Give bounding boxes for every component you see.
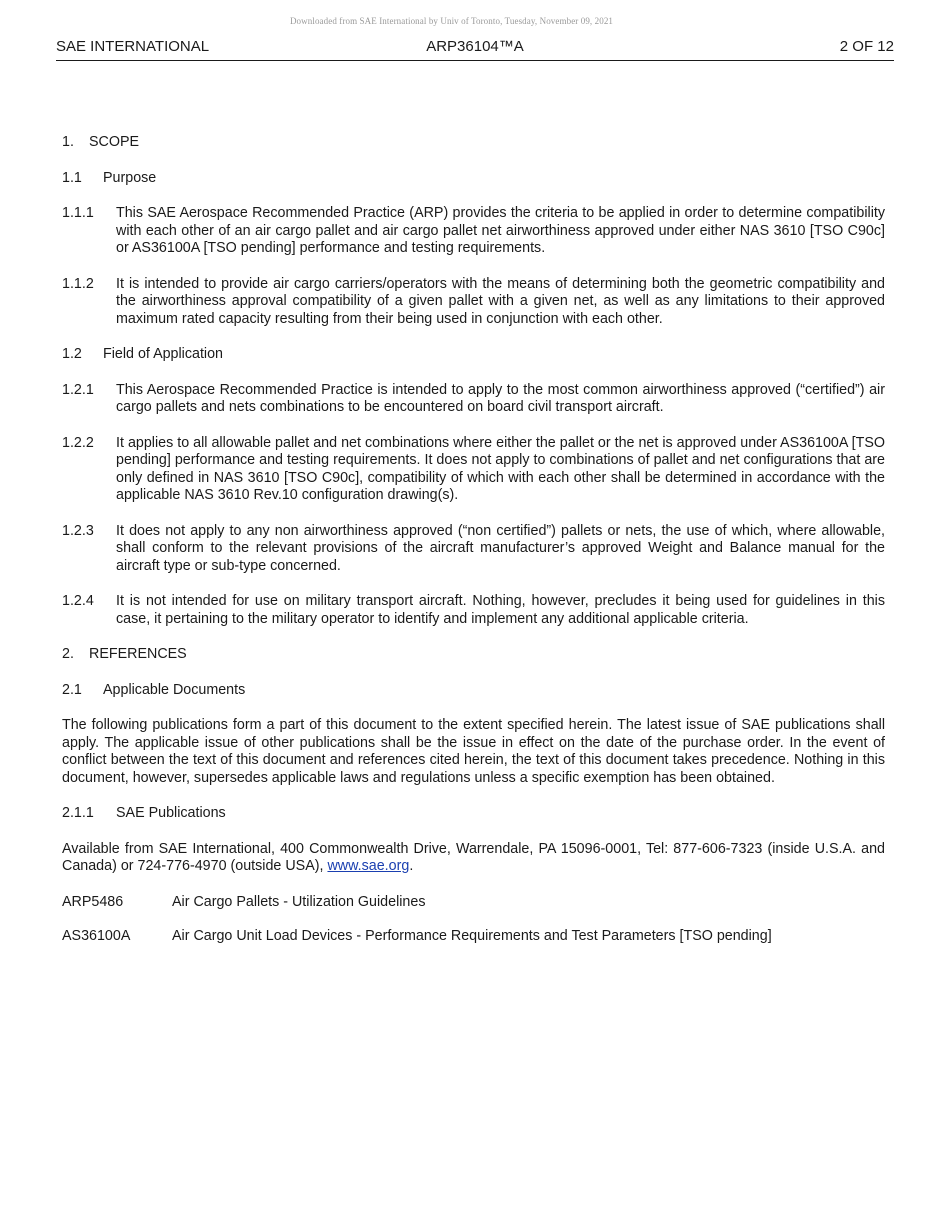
subsection-heading-purpose — [62, 170, 885, 188]
paragraph-1-2-4 — [62, 593, 885, 628]
section-title: REFERENCES — [89, 646, 187, 662]
availability-statement: Available from SAE International, 400 Commonwealth Drive, Warrendale, PA 15096-0001, Tel: 877-606-7323 (inside U.S.A. and Canada) or 724-776-4970 (outside USA), — [62, 840, 885, 874]
paragraph-number: 1.2.4 — [62, 593, 94, 609]
paragraph-text: It is intended to provide air cargo carriers/operators with the means of determining both the geometric compatibility and the airworthiness approval compatibility of a given pallet with a given net, as well as any limitations to their approved maximum rated capacity resulting from their being used in conjunction with each other. — [116, 275, 885, 327]
section-heading-references — [62, 646, 885, 664]
section-title: SAE Publications — [116, 805, 226, 821]
subsection-heading-field-of-application — [62, 346, 885, 364]
page-header — [56, 38, 894, 61]
availability-text — [62, 841, 885, 876]
section-title: Purpose — [103, 169, 157, 186]
section-title: Applicable Documents — [103, 681, 246, 698]
paragraph-text: It is not intended for use on military transport aircraft. Nothing, however, precludes it being used for guidelines in this case, it pertaining to the military operator to identify and implement any additional applicable criteria. — [116, 593, 885, 627]
paragraph-number: 1.1.1 — [62, 205, 94, 221]
header-page-number: 2 OF 12 — [839, 38, 894, 55]
paragraph-number: 1.1.2 — [62, 275, 94, 292]
section-number: 2.1 — [62, 681, 82, 698]
reference-code: AS36100A — [62, 928, 131, 944]
sae-website-link[interactable]: www.sae.org — [327, 858, 410, 874]
section-number: 1.2 — [62, 346, 82, 362]
paragraph-1-1-2 — [62, 276, 885, 329]
applicable-documents-text: The following publications form a part of this document to the extent specified herein. The latest issue of SAE publications shall apply. The applicable issue of other publications shall be the issue in effect on the date of the purchase order. In the event of conflict between the text of this document and references cited herein, the text of this document takes precedence. Nothing in this document, however, supersedes applicable laws and regulations unless a specific exemption has been obtained. — [62, 717, 885, 786]
availability-end: . — [409, 858, 414, 874]
paragraph-text: This Aerospace Recommended Practice is intended to apply to the most common airworthiness approved (“certified”) air cargo pallets and nets combinations to be encountered on board civil transport aircraft. — [116, 381, 885, 415]
header-document-number: ARP36104™A — [426, 38, 524, 55]
subsection-heading-applicable-documents — [62, 682, 885, 700]
reference-row — [62, 894, 885, 912]
paragraph-1-2-3 — [62, 523, 885, 576]
paragraph-text: This SAE Aerospace Recommended Practice (ARP) provides the criteria to be applied in order to determine compatibility with each other of an air cargo pallet and air cargo pallet net airworthiness approved under either NAS 3610 [TSO C90c] or AS36100A [TSO pending] performance and testing requirements. — [116, 205, 885, 256]
paragraph-1-2-2 — [62, 435, 885, 505]
section-heading-scope — [62, 134, 885, 152]
document-body — [62, 134, 885, 963]
paragraph-text: It applies to all allowable pallet and net combinations where either the pallet or the net is approved under AS36100A [TSO pending] performance and testing requirements. It does not apply to combinations of pallet and net configurations that are only defined in NAS 3610 [TSO C90c], compatibility of which with each other shall be determined in accordance with the applicable NAS 3610 Rev.10 configuration drawing(s). — [116, 434, 885, 503]
section-title: Field of Application — [103, 346, 224, 362]
section-title: SCOPE — [89, 134, 140, 150]
section-number: 2.1.1 — [62, 805, 94, 821]
paragraph-number: 1.2.3 — [62, 522, 94, 539]
paragraph-number: 1.2.2 — [62, 434, 94, 451]
reference-title: Air Cargo Unit Load Devices - Performance Requirements and Test Parameters [TSO pending] — [172, 928, 772, 944]
paragraph-1-1-1 — [62, 205, 885, 258]
section-number: 1. — [62, 134, 74, 150]
subsection-heading-sae-publications — [62, 805, 885, 823]
reference-title: Air Cargo Pallets - Utilization Guidelines — [172, 893, 426, 910]
download-watermark: Downloaded from SAE International by Univ of Toronto, Tuesday, November 09, 2021 — [289, 16, 614, 26]
paragraph-number: 1.2.1 — [62, 381, 94, 398]
paragraph-1-2-1 — [62, 382, 885, 417]
header-organization: SAE INTERNATIONAL — [56, 38, 210, 55]
reference-row — [62, 928, 885, 946]
section-number: 2. — [62, 646, 74, 662]
reference-code: ARP5486 — [62, 893, 124, 910]
section-number: 1.1 — [62, 169, 82, 186]
paragraph-text: It does not apply to any non airworthiness approved (“non certified”) pallets or nets, the use of which, where allowable, shall conform to the relevant provisions of the aircraft manufacturer’s approved Weight and Balance manual for the aircraft type or sub-type concerned. — [116, 522, 885, 574]
